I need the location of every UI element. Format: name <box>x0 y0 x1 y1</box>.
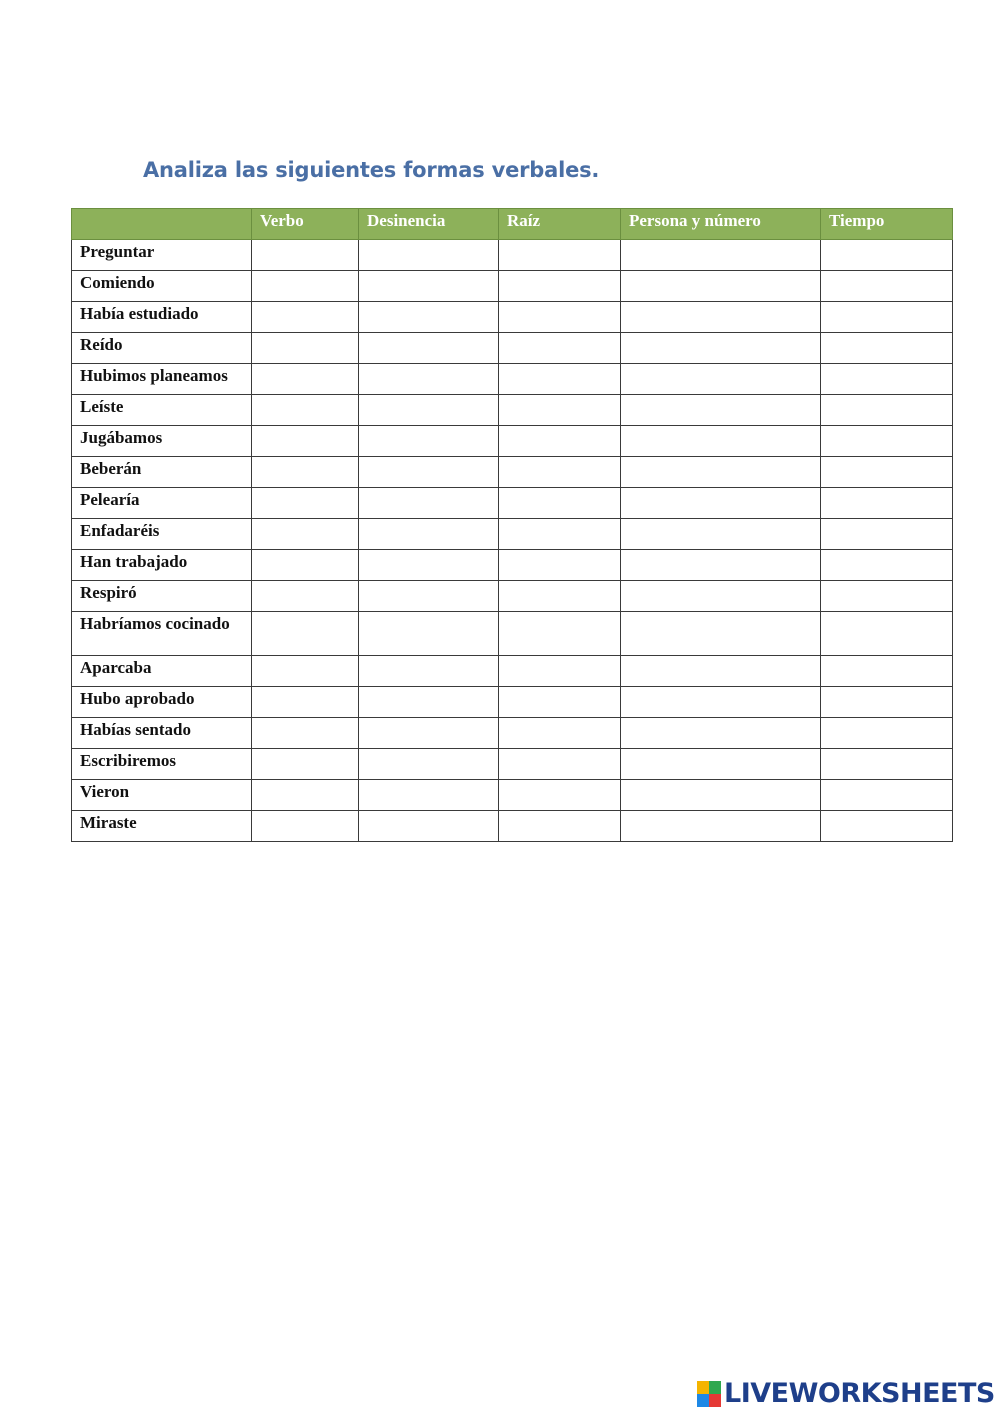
raiz-answer-cell[interactable] <box>499 581 621 612</box>
header-verbo: Verbo <box>252 209 359 240</box>
verbo-answer-cell[interactable] <box>252 550 359 581</box>
verb-form-cell: Reído <box>72 333 252 364</box>
table-row <box>72 426 953 457</box>
table-row <box>72 395 953 426</box>
raiz-answer-cell[interactable] <box>499 302 621 333</box>
tiempo-answer-cell[interactable] <box>821 811 953 842</box>
desinencia-answer-cell[interactable] <box>359 581 499 612</box>
persona-numero-answer-cell[interactable] <box>621 519 821 550</box>
verbo-answer-cell[interactable] <box>252 749 359 780</box>
table-row <box>72 780 953 811</box>
persona-numero-answer-cell[interactable] <box>621 333 821 364</box>
desinencia-answer-cell[interactable] <box>359 811 499 842</box>
persona-numero-answer-cell[interactable] <box>621 426 821 457</box>
verb-form-cell: Había estudiado <box>72 302 252 333</box>
verbo-answer-cell[interactable] <box>252 718 359 749</box>
raiz-answer-cell[interactable] <box>499 687 621 718</box>
raiz-answer-cell[interactable] <box>499 395 621 426</box>
verb-form-cell: Enfadaréis <box>72 519 252 550</box>
tiempo-answer-cell[interactable] <box>821 718 953 749</box>
table-row <box>72 581 953 612</box>
tiempo-answer-cell[interactable] <box>821 581 953 612</box>
persona-numero-answer-cell[interactable] <box>621 457 821 488</box>
liveworksheets-mark-icon <box>697 1381 721 1407</box>
verbo-answer-cell[interactable] <box>252 811 359 842</box>
verb-form-cell: Hubo aprobado <box>72 687 252 718</box>
tiempo-answer-cell[interactable] <box>821 488 953 519</box>
desinencia-answer-cell[interactable] <box>359 333 499 364</box>
persona-numero-answer-cell[interactable] <box>621 780 821 811</box>
persona-numero-answer-cell[interactable] <box>621 488 821 519</box>
verb-form-cell: Habías sentado <box>72 718 252 749</box>
desinencia-answer-cell[interactable] <box>359 271 499 302</box>
logo-text: LIVEWORKSHEETS <box>724 1378 995 1409</box>
tiempo-answer-cell[interactable] <box>821 364 953 395</box>
persona-numero-answer-cell[interactable] <box>621 718 821 749</box>
table-row <box>72 687 953 718</box>
verb-form-cell: Vieron <box>72 780 252 811</box>
raiz-answer-cell[interactable] <box>499 426 621 457</box>
verb-analysis-table <box>71 208 953 842</box>
desinencia-answer-cell[interactable] <box>359 302 499 333</box>
raiz-answer-cell[interactable] <box>499 718 621 749</box>
persona-numero-answer-cell[interactable] <box>621 749 821 780</box>
tiempo-answer-cell[interactable] <box>821 550 953 581</box>
raiz-answer-cell[interactable] <box>499 333 621 364</box>
raiz-answer-cell[interactable] <box>499 612 621 656</box>
verb-form-cell: Jugábamos <box>72 426 252 457</box>
header-raiz: Raíz <box>499 209 621 240</box>
table-row <box>72 488 953 519</box>
desinencia-answer-cell[interactable] <box>359 240 499 271</box>
verbo-answer-cell[interactable] <box>252 780 359 811</box>
logo-square-red <box>709 1394 721 1407</box>
verbo-answer-cell[interactable] <box>252 519 359 550</box>
verb-form-cell: Hubimos planeamos <box>72 364 252 395</box>
persona-numero-answer-cell[interactable] <box>621 550 821 581</box>
persona-numero-answer-cell[interactable] <box>621 612 821 656</box>
raiz-answer-cell[interactable] <box>499 457 621 488</box>
desinencia-answer-cell[interactable] <box>359 426 499 457</box>
tiempo-answer-cell[interactable] <box>821 519 953 550</box>
raiz-answer-cell[interactable] <box>499 364 621 395</box>
verbo-answer-cell[interactable] <box>252 395 359 426</box>
desinencia-answer-cell[interactable] <box>359 656 499 687</box>
verb-form-cell: Pelearía <box>72 488 252 519</box>
persona-numero-answer-cell[interactable] <box>621 656 821 687</box>
persona-numero-answer-cell[interactable] <box>621 240 821 271</box>
raiz-answer-cell[interactable] <box>499 519 621 550</box>
verbo-answer-cell[interactable] <box>252 687 359 718</box>
header-verb-form <box>72 209 252 240</box>
tiempo-answer-cell[interactable] <box>821 271 953 302</box>
raiz-answer-cell[interactable] <box>499 240 621 271</box>
persona-numero-answer-cell[interactable] <box>621 687 821 718</box>
table-row <box>72 519 953 550</box>
verbo-answer-cell[interactable] <box>252 271 359 302</box>
persona-numero-answer-cell[interactable] <box>621 811 821 842</box>
persona-numero-answer-cell[interactable] <box>621 271 821 302</box>
tiempo-answer-cell[interactable] <box>821 333 953 364</box>
tiempo-answer-cell[interactable] <box>821 780 953 811</box>
desinencia-answer-cell[interactable] <box>359 519 499 550</box>
table-row <box>72 612 953 656</box>
verb-form-cell: Comiendo <box>72 271 252 302</box>
desinencia-answer-cell[interactable] <box>359 364 499 395</box>
raiz-answer-cell[interactable] <box>499 550 621 581</box>
persona-numero-answer-cell[interactable] <box>621 581 821 612</box>
raiz-answer-cell[interactable] <box>499 656 621 687</box>
table-row <box>72 811 953 842</box>
raiz-answer-cell[interactable] <box>499 749 621 780</box>
table-row <box>72 718 953 749</box>
verb-form-cell: Respiró <box>72 581 252 612</box>
desinencia-answer-cell[interactable] <box>359 488 499 519</box>
desinencia-answer-cell[interactable] <box>359 550 499 581</box>
verbo-answer-cell[interactable] <box>252 488 359 519</box>
verbo-answer-cell[interactable] <box>252 333 359 364</box>
liveworksheets-logo <box>697 1378 995 1409</box>
desinencia-answer-cell[interactable] <box>359 457 499 488</box>
verb-form-cell: Beberán <box>72 457 252 488</box>
verbo-answer-cell[interactable] <box>252 364 359 395</box>
verbo-answer-cell[interactable] <box>252 581 359 612</box>
tiempo-answer-cell[interactable] <box>821 749 953 780</box>
desinencia-answer-cell[interactable] <box>359 687 499 718</box>
verbo-answer-cell[interactable] <box>252 426 359 457</box>
verb-form-cell: Leíste <box>72 395 252 426</box>
desinencia-answer-cell[interactable] <box>359 749 499 780</box>
table-row <box>72 302 953 333</box>
table-header-row <box>72 209 953 240</box>
table-row <box>72 364 953 395</box>
header-desinencia: Desinencia <box>359 209 499 240</box>
table-row <box>72 656 953 687</box>
verb-form-cell: Han trabajado <box>72 550 252 581</box>
raiz-answer-cell[interactable] <box>499 780 621 811</box>
tiempo-answer-cell[interactable] <box>821 612 953 656</box>
persona-numero-answer-cell[interactable] <box>621 364 821 395</box>
verbo-answer-cell[interactable] <box>252 302 359 333</box>
raiz-answer-cell[interactable] <box>499 488 621 519</box>
verb-form-cell: Escribiremos <box>72 749 252 780</box>
verb-form-cell: Habríamos cocinado <box>72 612 252 656</box>
tiempo-answer-cell[interactable] <box>821 302 953 333</box>
logo-square-blue <box>697 1394 709 1407</box>
desinencia-answer-cell[interactable] <box>359 395 499 426</box>
verbo-answer-cell[interactable] <box>252 240 359 271</box>
table-row <box>72 550 953 581</box>
verbo-answer-cell[interactable] <box>252 457 359 488</box>
persona-numero-answer-cell[interactable] <box>621 302 821 333</box>
tiempo-answer-cell[interactable] <box>821 395 953 426</box>
table-row <box>72 749 953 780</box>
verbo-answer-cell[interactable] <box>252 612 359 656</box>
verbo-answer-cell[interactable] <box>252 656 359 687</box>
header-persona-numero: Persona y número <box>621 209 821 240</box>
logo-square-green <box>709 1381 721 1394</box>
tiempo-answer-cell[interactable] <box>821 240 953 271</box>
logo-square-yellow <box>697 1381 709 1394</box>
tiempo-answer-cell[interactable] <box>821 656 953 687</box>
verb-form-cell: Aparcaba <box>72 656 252 687</box>
table-row <box>72 457 953 488</box>
header-tiempo: Tiempo <box>821 209 953 240</box>
table-row <box>72 333 953 364</box>
desinencia-answer-cell[interactable] <box>359 612 499 656</box>
verb-form-cell: Preguntar <box>72 240 252 271</box>
desinencia-answer-cell[interactable] <box>359 780 499 811</box>
verb-form-cell: Miraste <box>72 811 252 842</box>
raiz-answer-cell[interactable] <box>499 271 621 302</box>
worksheet-title: Analiza las siguientes formas verbales. <box>143 158 600 182</box>
desinencia-answer-cell[interactable] <box>359 718 499 749</box>
table-row <box>72 271 953 302</box>
tiempo-answer-cell[interactable] <box>821 457 953 488</box>
persona-numero-answer-cell[interactable] <box>621 395 821 426</box>
raiz-answer-cell[interactable] <box>499 811 621 842</box>
tiempo-answer-cell[interactable] <box>821 687 953 718</box>
table-row <box>72 240 953 271</box>
tiempo-answer-cell[interactable] <box>821 426 953 457</box>
